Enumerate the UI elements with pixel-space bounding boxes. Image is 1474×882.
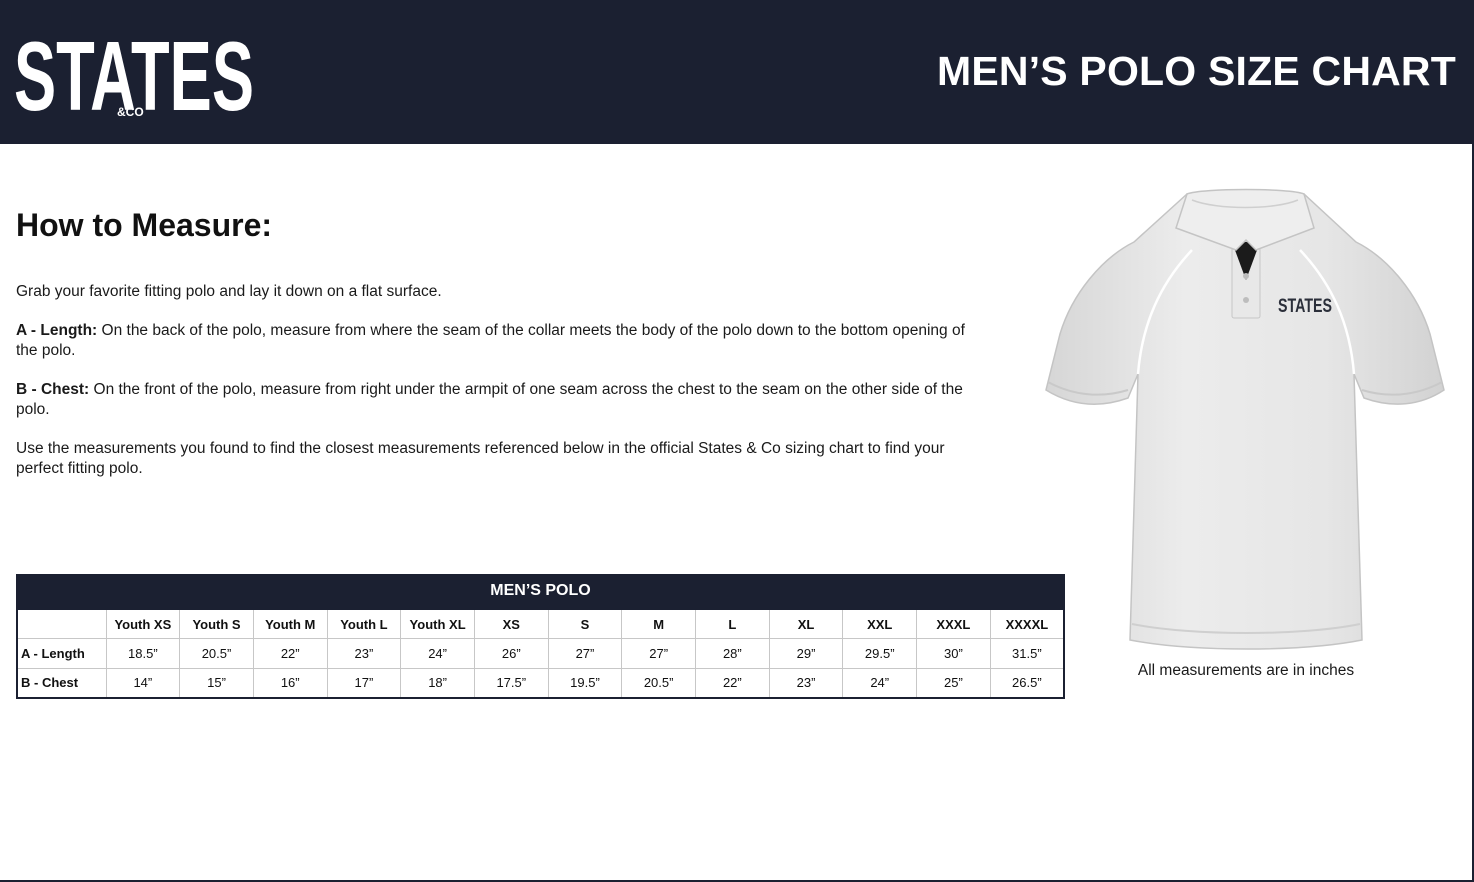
table-cell: 23” — [327, 639, 401, 669]
table-cell: 14” — [106, 668, 180, 698]
size-header: Youth L — [327, 609, 401, 639]
table-corner-cell — [17, 609, 106, 639]
table-row — [17, 668, 1064, 698]
table-cell: 22” — [696, 668, 770, 698]
length-text: On the back of the polo, measure from where the seam of the collar meets the body of the polo down to the bottom opening of the polo. — [16, 322, 965, 359]
chest-label: B - Chest: — [16, 381, 90, 398]
table-cell: 29.5” — [843, 639, 917, 669]
chest-paragraph — [16, 380, 976, 420]
table-cell: 31.5” — [990, 639, 1064, 669]
row-label: A - Length — [17, 639, 106, 669]
table-cell: 22” — [253, 639, 327, 669]
units-note: All measurements are in inches — [1137, 662, 1355, 679]
size-header: L — [696, 609, 770, 639]
size-header: Youth XS — [106, 609, 180, 639]
table-cell: 30” — [917, 639, 991, 669]
table-cell: 18” — [401, 668, 475, 698]
table-cell: 25” — [917, 668, 991, 698]
table-cell: 20.5” — [180, 639, 254, 669]
polo-chest-logo: STATES — [1278, 296, 1332, 317]
table-cell: 29” — [769, 639, 843, 669]
table-cell: 20.5” — [622, 668, 696, 698]
size-header: XXL — [843, 609, 917, 639]
page-title: MEN’S POLO SIZE CHART — [936, 48, 1456, 94]
table-cell: 28” — [696, 639, 770, 669]
table-cell: 24” — [843, 668, 917, 698]
header-banner — [0, 0, 1474, 144]
intro-paragraph: Grab your favorite fitting polo and lay it down on a flat surface. — [16, 283, 442, 300]
size-header: XS — [474, 609, 548, 639]
table-title: MEN’S POLO — [16, 574, 1065, 608]
size-header: M — [622, 609, 696, 639]
polo-shirt-icon — [1042, 184, 1448, 650]
size-chart-table — [16, 574, 1065, 699]
table-cell: 24” — [401, 639, 475, 669]
table-cell: 16” — [253, 668, 327, 698]
table-cell: 17” — [327, 668, 401, 698]
how-to-measure-heading: How to Measure: — [16, 207, 273, 243]
size-header: XL — [769, 609, 843, 639]
chest-text: On the front of the polo, measure from right under the armpit of one seam across the chest to the seam on the other side of the polo. — [16, 381, 963, 418]
length-label: A - Length: — [16, 322, 98, 339]
table-cell: 18.5” — [106, 639, 180, 669]
logo-brand-text: STATES — [14, 26, 255, 118]
size-header: XXXL — [917, 609, 991, 639]
size-header: Youth M — [253, 609, 327, 639]
length-paragraph — [16, 321, 976, 361]
size-header: S — [548, 609, 622, 639]
table-cell: 27” — [622, 639, 696, 669]
size-header: Youth XL — [401, 609, 475, 639]
table-row — [17, 639, 1064, 669]
table-cell: 27” — [548, 639, 622, 669]
table-cell: 17.5” — [474, 668, 548, 698]
closing-paragraph: Use the measurements you found to find the closest measurements referenced below in the official States & Co sizing chart to find your perfect fitting polo. — [16, 440, 945, 477]
table-cell: 23” — [769, 668, 843, 698]
table-cell: 19.5” — [548, 668, 622, 698]
logo-sub-text: &CO — [117, 105, 144, 118]
row-label: B - Chest — [17, 668, 106, 698]
size-header: XXXXL — [990, 609, 1064, 639]
size-header: Youth S — [180, 609, 254, 639]
table-header-row — [17, 609, 1064, 639]
table-cell: 26” — [474, 639, 548, 669]
table-cell: 26.5” — [990, 668, 1064, 698]
states-logo — [14, 26, 259, 118]
table-cell: 15” — [180, 668, 254, 698]
